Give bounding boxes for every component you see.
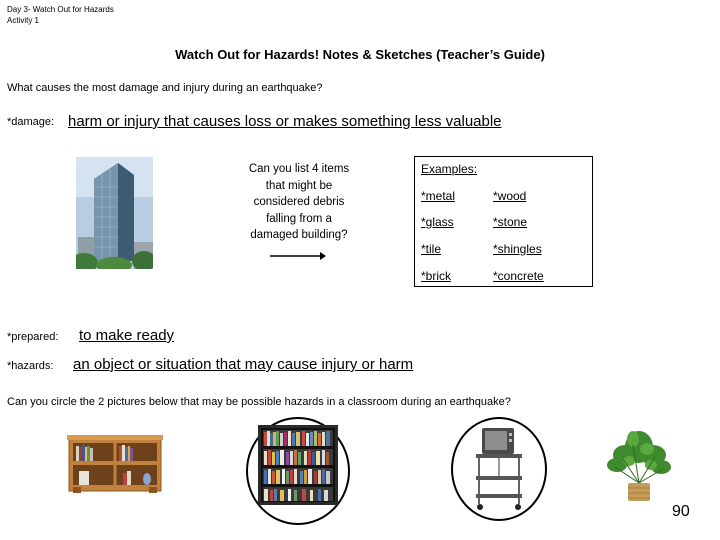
prepared-definition: to make ready <box>79 327 175 344</box>
hazards-definition: an object or situation that may cause injury or harm <box>73 356 414 373</box>
prepared-label: *prepared: <box>7 331 59 343</box>
debris-question-line-4: falling from a <box>266 212 332 225</box>
right-arrow-icon <box>268 250 328 262</box>
page-title: Watch Out for Hazards! Notes & Sketches (Teacher’s Guide) <box>175 47 545 62</box>
debris-question-line-2: that might be <box>265 179 333 192</box>
damage-label: *damage: <box>7 116 55 128</box>
potted-plant-image[interactable] <box>603 425 675 503</box>
debris-question-line-5: damaged building? <box>250 229 348 241</box>
example-item: *tile <box>421 242 442 256</box>
example-item: *wood <box>493 189 527 203</box>
question-damage: What causes the most damage and injury during an earthquake? <box>7 82 323 94</box>
tv-cart-image[interactable] <box>470 424 530 514</box>
tall-bookcase-image[interactable] <box>258 425 338 505</box>
example-item: *shingles <box>493 242 542 256</box>
example-item: *concrete <box>493 269 544 283</box>
example-item: *brick <box>421 269 452 283</box>
debris-question <box>236 161 362 244</box>
low-bookcase-image[interactable] <box>67 433 164 495</box>
page-number: 90 <box>672 503 690 520</box>
example-item: *metal <box>421 189 456 203</box>
question-hazards: Can you circle the 2 pictures below that may be possible hazards in a classroom during an earthquake? <box>7 396 511 408</box>
example-item: *stone <box>493 215 528 229</box>
debris-question-line-3: considered debris <box>253 196 345 208</box>
header-line-2: Activity 1 <box>7 16 40 25</box>
skyscraper-image <box>76 157 153 269</box>
debris-question-line-1: Can you list 4 items <box>248 163 350 175</box>
examples-heading: Examples: <box>421 162 478 176</box>
header-line-1: Day 3- Watch Out for Hazards <box>7 5 114 14</box>
damage-definition: harm or injury that causes loss or makes something less valuable <box>68 113 502 130</box>
example-item: *glass <box>421 215 454 229</box>
hazards-label: *hazards: <box>7 360 54 372</box>
